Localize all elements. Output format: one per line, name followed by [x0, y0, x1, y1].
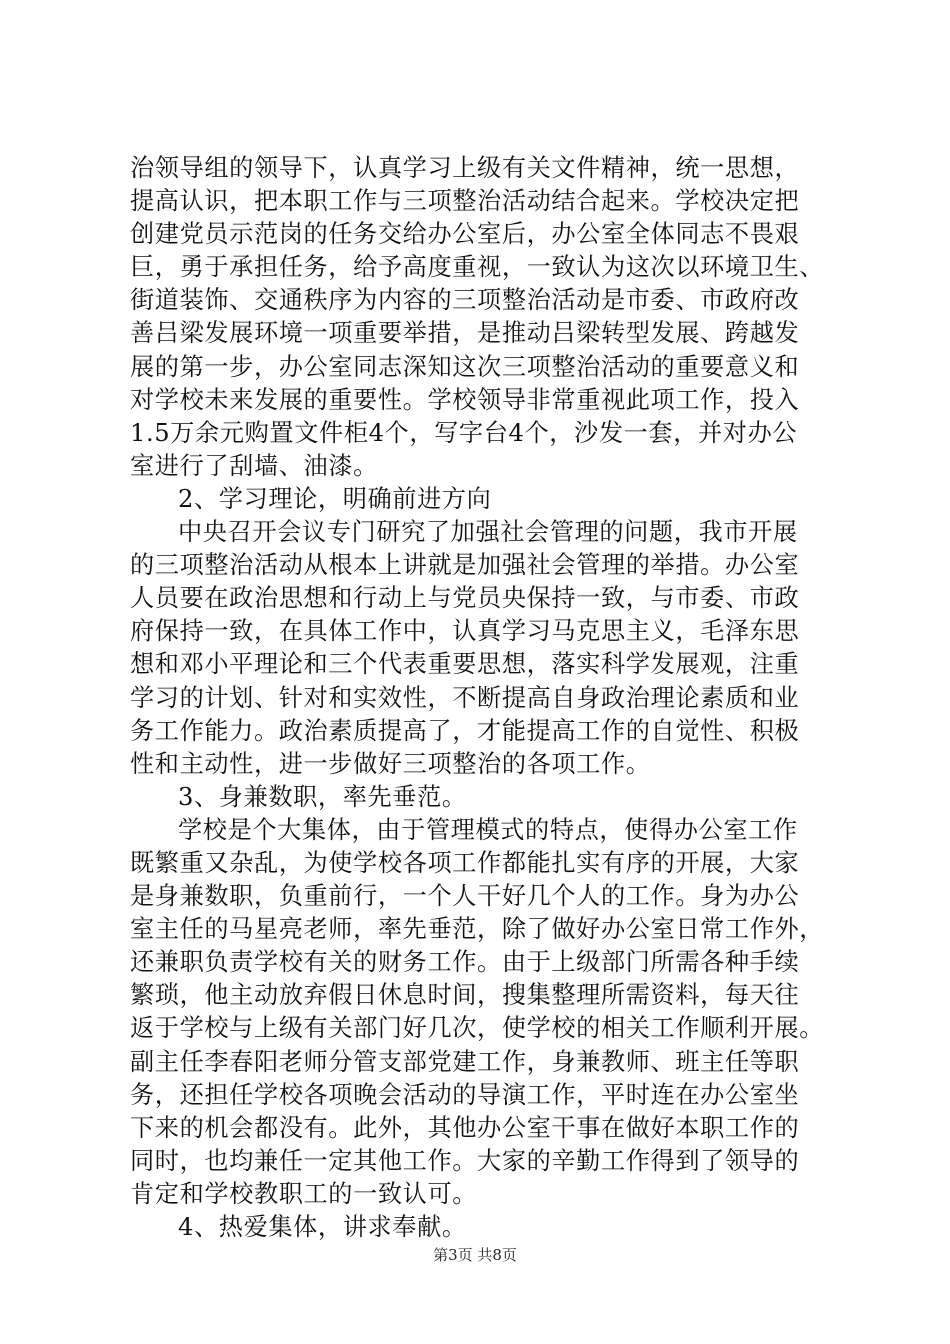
text-line: 性和主动性，进一步做好三项整治的各项工作。 [130, 749, 651, 778]
document-body [130, 152, 842, 1244]
text-line: 务，还担任学校各项晚会活动的导演工作，平时连在办公室坐 [130, 1080, 800, 1109]
text-line: 既繁重又杂乱，为使学校各项工作都能扎实有序的开展，大家 [130, 848, 800, 877]
text-line: 的三项整治活动从根本上讲就是加强社会管理的举措。办公室 [130, 551, 800, 580]
text-line: 创建党员示范岗的任务交给办公室后，办公室全体同志不畏艰 [130, 220, 800, 249]
text-line: 下来的机会都没有。此外，其他办公室干事在做好本职工作的 [130, 1113, 800, 1142]
text-line: 中央召开会议专门研究了加强社会管理的问题，我市开展 [178, 518, 798, 547]
text-line: 室主任的马星亮老师，率先垂范，除了做好办公室日常工作外， [130, 915, 825, 944]
text-line: 府保持一致，在具体工作中，认真学习马克思主义，毛泽东思 [130, 617, 800, 646]
text-line: 繁琐，他主动放弃假日休息时间，搜集整理所需资料，每天往 [130, 981, 800, 1010]
page-number-label: 第3页 共8页 [433, 1246, 517, 1264]
text-line: 返于学校与上级有关部门好几次，使学校的相关工作顺利开展。 [130, 1014, 825, 1043]
text-line: 室进行了刮墙、油漆。 [130, 451, 378, 480]
text-line: 展的第一步，办公室同志深知这次三项整治活动的重要意义和 [130, 352, 800, 381]
text-line: 还兼职负责学校有关的财务工作。由于上级部门所需各种手续 [130, 948, 800, 977]
text-line: 是身兼数职，负重前行，一个人干好几个人的工作。身为办公 [130, 882, 800, 911]
page-footer [0, 1245, 950, 1265]
text-line: 学校是个大集体，由于管理模式的特点，使得办公室工作 [178, 815, 798, 844]
text-line: 街道装饰、交通秩序为内容的三项整治活动是市委、市政府改 [130, 286, 800, 315]
text-line: 善吕梁发展环境一项重要举措，是推动吕梁转型发展、跨越发 [130, 319, 800, 348]
text-line: 4、热爱集体，讲求奉献。 [178, 1213, 467, 1241]
text-line: 副主任李春阳老师分管支部党建工作，身兼教师、班主任等职 [130, 1047, 800, 1076]
text-line: 肯定和学校教职工的一致认可。 [130, 1179, 478, 1208]
text-line: 巨，勇于承担任务，给予高度重视，一致认为这次以环境卫生、 [130, 253, 825, 282]
text-line: 人员要在政治思想和行动上与党员央保持一致，与市委、市政 [130, 584, 800, 613]
text-line: 2、学习理论，明确前进方向 [178, 484, 492, 513]
text-line: 治领导组的领导下，认真学习上级有关文件精神，统一思想， [130, 154, 800, 182]
text-line: 3、身兼数职，率先垂范。 [178, 782, 467, 811]
text-line: 提高认识，把本职工作与三项整治活动结合起来。学校决定把 [130, 187, 800, 216]
text-line: 同时，也均兼任一定其他工作。大家的辛勤工作得到了领导的 [130, 1146, 800, 1175]
text-line: 1.5万余元购置文件柜4个，写字台4个，沙发一套，并对办公 [130, 418, 798, 447]
text-line: 学习的计划、针对和实效性，不断提高自身政治理论素质和业 [130, 683, 800, 712]
text-line: 想和邓小平理论和三个代表重要思想，落实科学发展观，注重 [130, 650, 800, 679]
text-line: 务工作能力。政治素质提高了，才能提高工作的自觉性、积极 [130, 716, 800, 745]
text-line: 对学校未来发展的重要性。学校领导非常重视此项工作，投入 [130, 385, 800, 414]
